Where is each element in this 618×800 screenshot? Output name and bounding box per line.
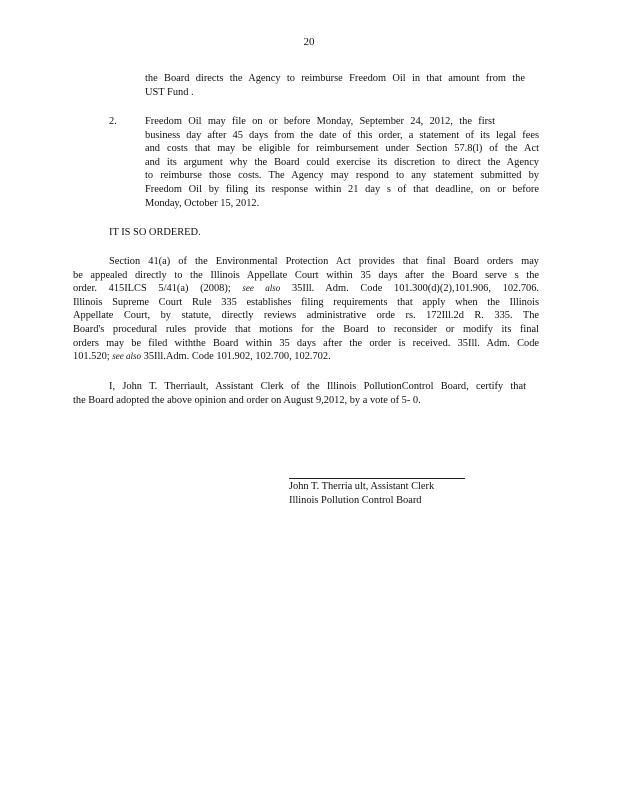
list-item-line: and costs that may be eligible for reimbursement under Section 57.8(l) of the Act — [145, 143, 539, 155]
list-item-line: and its argument why the Board could exercise its discretion to direct the Agency — [145, 156, 539, 168]
citation-text: 101.520; — [73, 351, 110, 363]
list-item-line: Freedom Oil by filing its response within 21 day s of that deadline, on or before — [145, 183, 539, 195]
citation-text: order. 415ILCS 5/41(a) (2008); — [73, 283, 231, 295]
list-item-body — [145, 115, 539, 210]
see-also-signal: see also — [112, 351, 142, 362]
list-item-line: to reimburse those costs. The Agency may respond to any statement submitted by — [145, 170, 539, 182]
appeal-line: Illinois Supreme Court Rule 335 establishes filing requirements that apply when the Illinois — [73, 296, 539, 308]
continuation-paragraph — [145, 72, 525, 99]
appeal-line: be appealed directly to the Illinois Appellate Court within 35 days after the Board serve s the — [73, 269, 539, 281]
appeal-line — [73, 350, 539, 364]
page-number: 20 — [303, 36, 315, 48]
see-also-signal: see also — [242, 283, 281, 294]
citation-text: 35Ill.Adm. Code 101.902, 102.700, 102.702. — [143, 351, 331, 363]
appeal-line: Board's procedural rules provide that motions for the Board to reconsider or modify its final — [73, 323, 539, 335]
citation-text: 35Ill. Adm. Code 101.300(d)(2),101.906, 102.706. — [291, 283, 540, 295]
appeal-paragraph — [73, 255, 539, 364]
appeal-line: orders may be filed withthe Board within 35 days after the order is received. 35Ill. Adm. Code — [73, 337, 539, 349]
certification-line: I, John T. Therriault, Assistant Clerk of the Illinois PollutionControl Board, certify that — [109, 381, 526, 392]
appeal-line — [73, 282, 539, 296]
list-item-line: Monday, October 15, 2012. — [145, 197, 260, 209]
signatory-board: Illinois Pollution Control Board — [289, 495, 422, 506]
list-item-line: business day after 45 days from the date of this order, a statement of its legal fees — [145, 129, 539, 141]
continuation-line: UST Fund . — [145, 86, 194, 98]
certification-paragraph — [73, 380, 526, 407]
certification-line: the Board adopted the above opinion and order on August 9,2012, by a vote of 5- 0. — [73, 394, 421, 406]
signature-line — [289, 478, 465, 479]
appeal-line: Appellate Court, by statute, directly reviews administrative orde rs. 172Ill.2d R. 335. The — [73, 310, 539, 322]
signatory-name: John T. Therria ult, Assistant Clerk — [289, 481, 435, 492]
appeal-line: Section 41(a) of the Environmental Protection Act provides that final Board orders may — [109, 256, 539, 267]
so-ordered-heading: IT IS SO ORDERED. — [109, 227, 201, 238]
list-item-line: Freedom Oil may file on or before Monday, September 24, 2012, the first — [145, 116, 495, 127]
list-item-number: 2. — [109, 116, 117, 127]
continuation-line: the Board directs the Agency to reimburse Freedom Oil in that amount from the — [145, 73, 525, 84]
